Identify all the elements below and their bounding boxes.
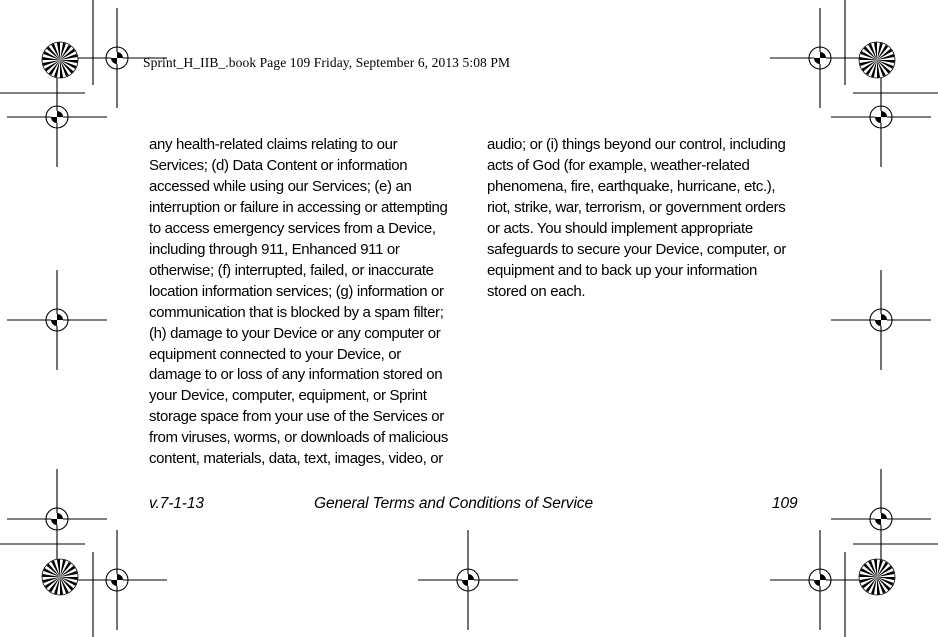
registration-targets [7, 8, 931, 630]
text-line: location information services; (g) information or [149, 282, 444, 300]
text-line: riot, strike, war, terrorism, or government orders [487, 198, 786, 216]
footer-title: General Terms and Conditions of Service [314, 495, 593, 512]
text-line: stored on each. [487, 282, 586, 300]
text-line: phenomena, fire, earthquake, hurricane, etc.), [487, 177, 776, 195]
body-column-left [149, 135, 467, 470]
print-slug-line: Sprint_H_IIB_.book Page 109 Friday, September 6, 2013 5:08 PM [143, 55, 511, 70]
registration-target-icon [770, 530, 870, 630]
text-line: equipment and to back up your information [487, 261, 757, 279]
registration-target-icon [418, 530, 518, 630]
text-line: acts of God (for example, weather-related [487, 156, 750, 174]
registration-target-icon [7, 67, 107, 167]
text-line: equipment connected to your Device, or [149, 345, 401, 363]
body-column-right [487, 135, 805, 303]
footer-version: v.7-1-13 [149, 495, 204, 512]
registration-target-icon [7, 270, 107, 370]
text-line: damage to or loss of any information stored on [149, 366, 443, 384]
text-line: otherwise; (f) interrupted, failed, or inaccurate [149, 261, 434, 279]
text-line: audio; or (i) things beyond our control, including [487, 136, 786, 153]
text-line: including through 911, Enhanced 911 or [149, 240, 400, 258]
starburst-icon [42, 559, 78, 595]
text-line: communication that is blocked by a spam filter; [149, 303, 444, 321]
text-line: accessed while using our Services; (e) an [149, 177, 412, 195]
text-line: Services; (d) Data Content or information [149, 156, 408, 174]
text-line: content, materials, data, text, images, video, or [149, 450, 443, 468]
text-line: (h) damage to your Device or any computer or [149, 324, 441, 342]
registration-target-icon [831, 469, 931, 569]
text-line: to access emergency services from a Device, [149, 219, 436, 237]
registration-target-icon [831, 270, 931, 370]
registration-target-icon [7, 469, 107, 569]
starburst-icon [859, 559, 895, 595]
text-line: or acts. You should implement appropriate [487, 219, 753, 237]
text-line: storage space from your use of the Services or [149, 408, 444, 426]
footer-page-number: 109 [772, 495, 798, 512]
text-line: any health-related claims relating to our [149, 136, 398, 153]
text-line: safeguards to secure your Device, computer, or [487, 240, 787, 258]
text-line: interruption or failure in accessing or attempting [149, 198, 448, 216]
registration-target-icon [831, 67, 931, 167]
registration-target-icon [67, 530, 167, 630]
starburst-icon [859, 42, 895, 78]
text-line: from viruses, worms, or downloads of malicious [149, 429, 449, 447]
text-line: your Device, computer, equipment, or Sprint [149, 387, 427, 405]
starburst-icon [42, 42, 78, 78]
